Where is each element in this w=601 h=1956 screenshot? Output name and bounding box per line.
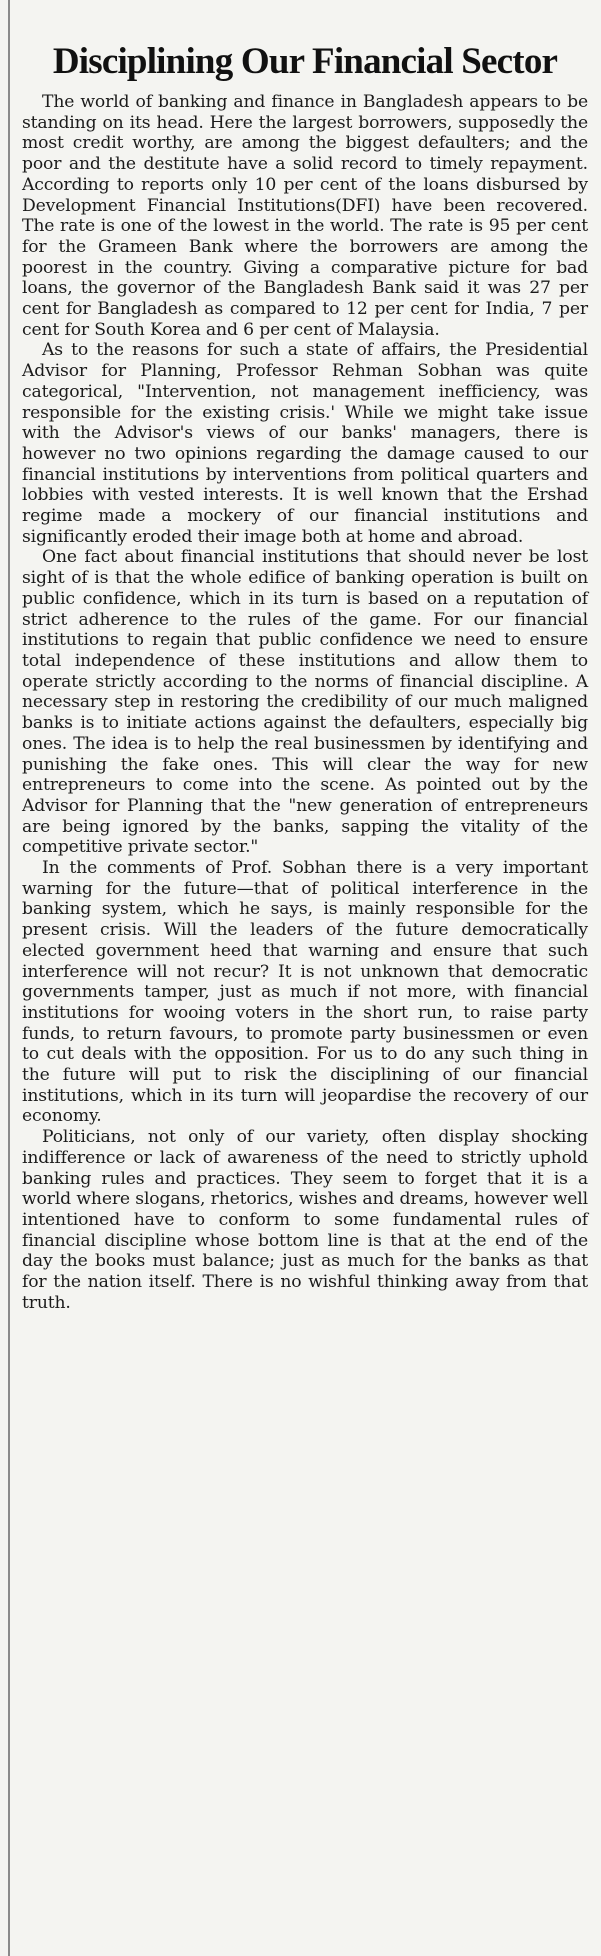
article-paragraph: The world of banking and finance in Bangladesh appears to be standing on its head. Here the largest borrowers, supposedly the most credit worthy, are among the biggest defaulters; and the poor and the destitute have a solid record to timely repayment. According to reports only 10 per cent of the loans disbursed by Development Financial Institutions(DFI) have been recovered. The rate is one of the lowest in the world. The rate is 95 per cent for the Grameen Bank where the borrowers are among the poorest in the country. Giving a comparative picture for bad loans, the governor of the Bangladesh Bank said it was 27 per cent for Bangladesh as compared to 12 per cent for India, 7 per cent for South Korea and 6 per cent of Malaysia. (22, 92, 588, 340)
headline: Disciplining Our Financial Sector (52, 41, 558, 82)
column-rule (8, 0, 10, 1956)
article-paragraph: One fact about financial institutions that should never be lost sight of is that the whole edifice of banking operation is built on public confidence, which in its turn is based on a reputation of strict adherence to the rules of the game. For our financial institutions to regain that public confidence we need to ensure total independence of these institutions and allow them to operate strictly according to the norms of financial discipline. A necessary step in restoring the credibility of our much maligned banks is to initiate actions against the defaulters, especially big ones. The idea is to help the real businessmen by identifying and punishing the fake ones. This will clear the way for new entrepreneurs to come into the scene. As pointed out by the Advisor for Planning that the "new generation of entrepreneurs are being ignored by the banks, sapping the vitality of the competitive private sector." (22, 547, 588, 858)
article-paragraph: In the comments of Prof. Sobhan there is a very important warning for the future—that of political interference in the banking system, which he says, is mainly responsible for the present crisis. Will the leaders of the future democratically elected government heed that warning and ensure that such interference will not recur? It is not unknown that democratic governments tamper, just as much if not more, with financial institutions for wooing voters in the short run, to raise party funds, to return favours, to promote party businessmen or even to cut deals with the opposition. For us to do any such thing in the future will put to risk the disciplining of our financial institutions, which in its turn will jeopardise the recovery of our economy. (22, 858, 588, 1127)
editorial-article (22, 40, 588, 1313)
article-paragraph: As to the reasons for such a state of affairs, the Presidential Advisor for Planning, Professor Rehman Sobhan was quite categorical, "Intervention, not management inefficiency, was responsible for the existing crisis.' While we might take issue with the Advisor's views of our banks' managers, there is however no two opinions regarding the damage caused to our financial institutions by interventions from political quarters and lobbies with vested interests. It is well known that the Ershad regime made a mockery of our financial institutions and significantly eroded their image both at home and abroad. (22, 340, 588, 547)
article-paragraph: Politicians, not only of our variety, often display shocking indifference or lack of awareness of the need to strictly uphold banking rules and practices. They seem to forget that it is a world where slogans, rhetorics, wishes and dreams, however well intentioned have to conform to some fundamental rules of financial discipline whose bottom line is that at the end of the day the books must balance; just as much for the banks as that for the nation itself. There is no wishful thinking away from that truth. (22, 1127, 588, 1313)
